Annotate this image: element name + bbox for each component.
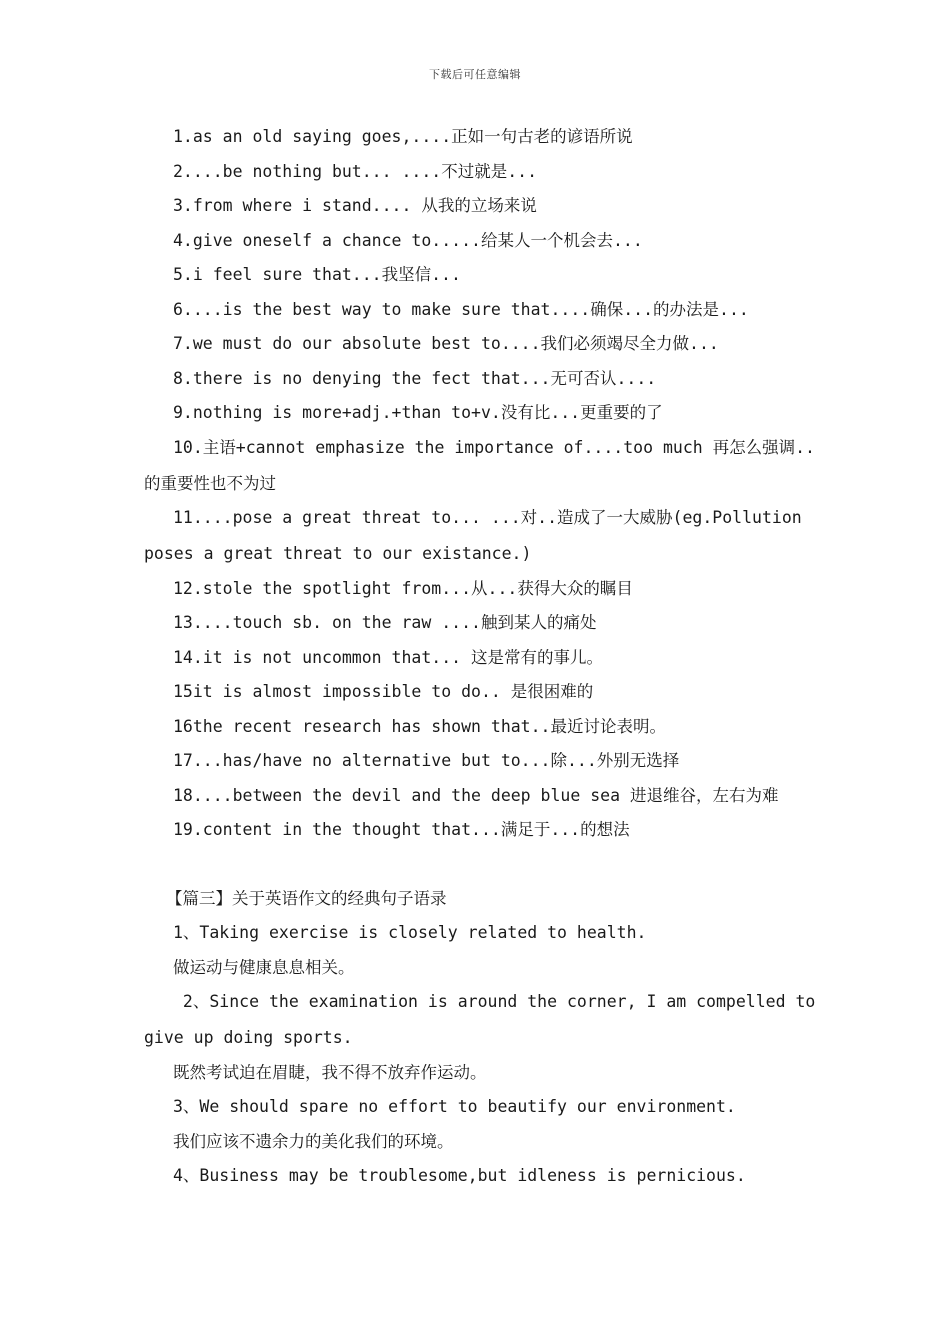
sentence-en-line1: 2、Since the examination is around the corner, I am compelled to	[173, 992, 816, 1011]
phrase-item: 7.we must do our absolute best to....我们必须竭尽全力做...	[173, 334, 719, 353]
phrase-item: 3.from where i stand.... 从我的立场来说	[173, 196, 537, 215]
sentence-en: 1、Taking exercise is closely related to health.	[173, 923, 647, 942]
sentence-zh: 做运动与健康息息相关。	[173, 957, 355, 977]
phrase-item-10-line2: 的重要性也不为过	[144, 473, 276, 493]
section-spacer	[144, 852, 816, 886]
sentence-en: 4、Business may be troublesome,but idleness is pernicious.	[173, 1166, 746, 1185]
sentence-en-line2: give up doing sports.	[144, 1028, 353, 1047]
phrase-item-11-line1: 11....pose a great threat to... ...对..造成了一大威胁(eg.Pollution	[173, 508, 802, 527]
phrase-item: 2....be nothing but... ....不过就是...	[173, 161, 538, 181]
phrase-item: 12.stole the spotlight from...从...获得大众的瞩目	[173, 578, 633, 598]
phrase-item-11-line2: poses a great threat to our existance.)	[144, 544, 532, 563]
phrase-item: 6....is the best way to make sure that....确保...的办法是...	[173, 299, 749, 319]
section-heading: 【篇三】关于英语作文的经典句子语录	[166, 888, 447, 908]
phrase-item: 15it is almost impossible to do.. 是很困难的	[173, 682, 594, 701]
phrase-item: 19.content in the thought that...满足于...的想法	[173, 820, 630, 839]
phrase-item: 16the recent research has shown that..最近讨论表明。	[173, 716, 666, 736]
phrase-item: 1.as an old saying goes,....正如一句古老的谚语所说	[173, 127, 633, 146]
sentence-zh: 我们应该不遗余力的美化我们的环境。	[173, 1131, 454, 1151]
phrase-item: 9.nothing is more+adj.+than to+v.没有比...更重要的了	[173, 403, 663, 422]
phrase-item: 17...has/have no alternative but to...除...外别无选择	[173, 751, 680, 770]
phrase-item: 4.give oneself a chance to.....给某人一个机会去...	[173, 230, 643, 250]
phrase-item: 13....touch sb. on the raw ....触到某人的痛处	[173, 613, 597, 632]
document-body	[144, 124, 816, 1198]
sentence-zh: 既然考试迫在眉睫，我不得不放弃作运动。	[173, 1062, 487, 1082]
page-header: 下载后可任意编辑	[429, 68, 521, 81]
phrase-item: 8.there is no denying the fect that...无可否认....	[173, 368, 657, 388]
phrase-item: 14.it is not uncommon that... 这是常有的事儿。	[173, 647, 604, 667]
phrase-item: 5.i feel sure that...我坚信...	[173, 265, 461, 284]
phrase-item-10-line1: 10.主语+cannot emphasize the importance of....too much 再怎么强调..	[173, 437, 815, 457]
sentence-en: 3、We should spare no effort to beautify our environment.	[173, 1097, 736, 1116]
phrase-item: 18....between the devil and the deep blue sea 进退维谷，左右为难	[173, 785, 779, 805]
